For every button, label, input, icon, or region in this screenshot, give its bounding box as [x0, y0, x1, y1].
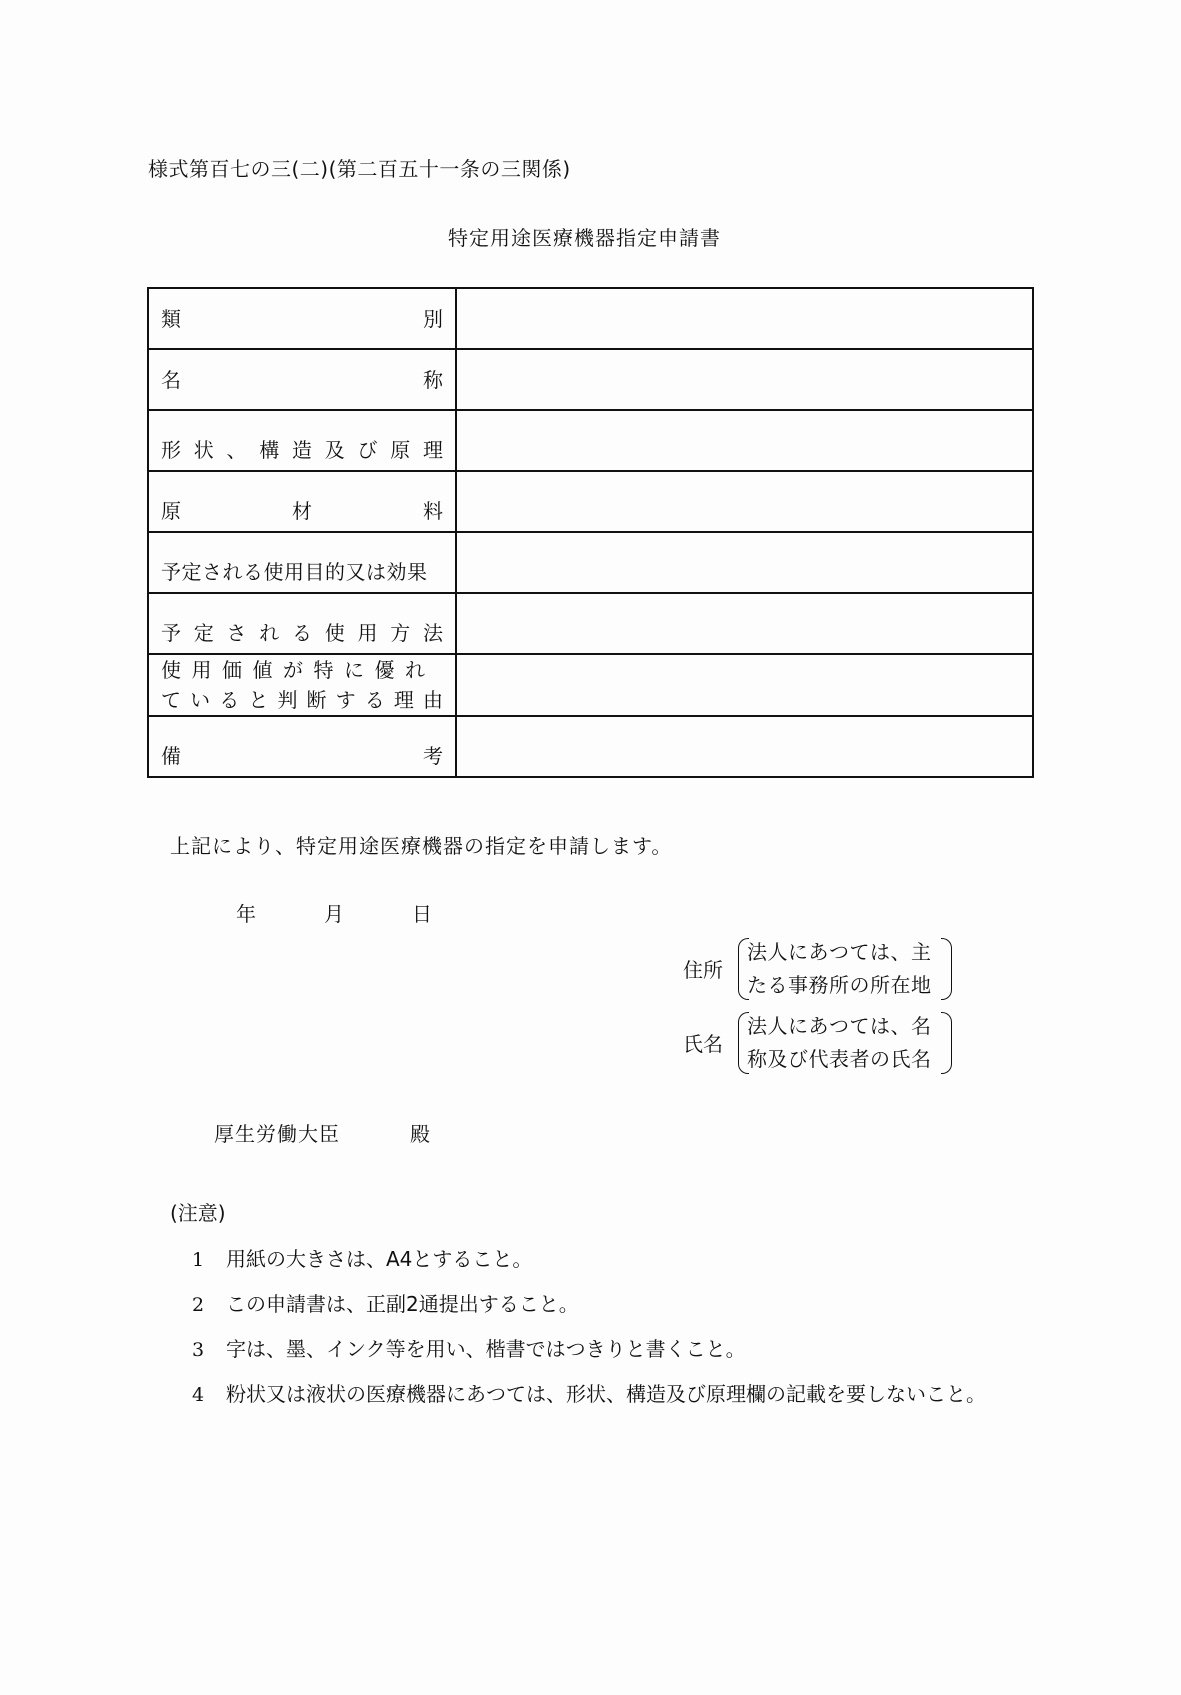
- label-char: が: [283, 658, 303, 682]
- label-char: 考: [423, 743, 443, 768]
- label-char: び: [357, 437, 378, 462]
- table-row: [148, 349, 1033, 410]
- right-paren-icon: [941, 1012, 952, 1074]
- value-name[interactable]: [456, 349, 1033, 410]
- table-row: [148, 410, 1033, 471]
- label-char: 、: [226, 437, 247, 462]
- note-number: 1: [192, 1249, 205, 1271]
- label-char: 材: [292, 498, 312, 523]
- value-superiority-reason[interactable]: [456, 654, 1033, 716]
- value-intended-purpose[interactable]: [456, 532, 1033, 593]
- date-day-label: 日: [412, 902, 432, 926]
- label-category: [148, 288, 456, 349]
- label-char: 造: [292, 437, 312, 462]
- label-raw-materials: [148, 471, 456, 532]
- label-char: 称: [423, 367, 443, 392]
- label-char: 理: [423, 437, 443, 462]
- note-text: 粉状又は液状の医療機器にあつては、形状、構造及び原理欄の記載を要しないこと。: [226, 1382, 986, 1406]
- label-char: れ: [259, 620, 280, 645]
- label-char: 類: [161, 306, 181, 331]
- label-char: る: [364, 688, 385, 712]
- label-char: 予: [161, 620, 181, 645]
- note-item: [192, 1288, 579, 1317]
- application-table: [147, 287, 1034, 778]
- label-char: る: [292, 620, 312, 645]
- label-name: [148, 349, 456, 410]
- address-note: [738, 936, 952, 1000]
- label-char: 由: [422, 688, 443, 712]
- address-note-line1: 法人にあつては、主: [747, 940, 932, 964]
- note-item: [192, 1378, 986, 1407]
- value-intended-usage[interactable]: [456, 593, 1033, 654]
- name-note-line1: 法人にあつては、名: [747, 1014, 932, 1038]
- note-item: [192, 1333, 746, 1362]
- date-year-label: 年: [236, 902, 256, 926]
- label-char: 価: [222, 658, 242, 682]
- table-row: [148, 532, 1033, 593]
- label-char: 判: [277, 688, 298, 712]
- right-paren-icon: [941, 938, 952, 1000]
- name-label: 氏名: [683, 1032, 723, 1056]
- note-number: 4: [192, 1384, 205, 1406]
- label-intended-purpose: [148, 532, 456, 593]
- value-shape-structure-principle[interactable]: [456, 410, 1033, 471]
- label-char: 及: [324, 437, 345, 462]
- label-char: 原: [161, 498, 181, 523]
- table-row: [148, 593, 1033, 654]
- label-char: 構: [259, 437, 280, 462]
- note-number: 2: [192, 1294, 205, 1316]
- table-row: [148, 471, 1033, 532]
- addressee-name: 厚生労働大臣: [214, 1122, 340, 1146]
- note-text: 用紙の大きさは、A4とすること。: [226, 1247, 533, 1271]
- label-intended-usage: [148, 593, 456, 654]
- label-char: 用: [191, 658, 212, 682]
- label-char: 別: [423, 306, 443, 331]
- label-char: と: [248, 688, 269, 712]
- label-char: 状: [193, 437, 214, 462]
- label-char: て: [161, 688, 181, 712]
- label-char: 優: [374, 658, 395, 682]
- label-char: 特: [313, 658, 334, 682]
- label-text: 予定される使用目的又は効果: [161, 559, 428, 584]
- label-char: 名: [161, 367, 181, 392]
- label-char: 用: [357, 620, 378, 645]
- label-remarks: [148, 716, 456, 777]
- table-row: [148, 288, 1033, 349]
- notes-heading: (注意): [170, 1201, 226, 1225]
- address-note-line2: たる事務所の所在地: [747, 973, 932, 997]
- name-note-line2: 称及び代表者の氏名: [747, 1047, 932, 1071]
- application-statement: 上記により、特定用途医療機器の指定を申請します。: [170, 834, 673, 858]
- label-char: 断: [306, 688, 327, 712]
- label-char: す: [335, 688, 356, 712]
- label-shape-structure-principle: [148, 410, 456, 471]
- form-number: 様式第百七の三(二)(第二百五十一条の三関係): [148, 157, 571, 181]
- label-char: 値: [252, 658, 273, 682]
- note-text: この申請書は、正副2通提出すること。: [226, 1292, 579, 1316]
- label-char: 使: [324, 620, 345, 645]
- name-note: [738, 1010, 952, 1074]
- label-char: 形: [161, 437, 181, 462]
- label-char: さ: [226, 620, 247, 645]
- note-number: 3: [192, 1339, 205, 1361]
- value-raw-materials[interactable]: [456, 471, 1033, 532]
- label-char: 原: [390, 437, 411, 462]
- value-remarks[interactable]: [456, 716, 1033, 777]
- value-category[interactable]: [456, 288, 1033, 349]
- address-label: 住所: [683, 958, 723, 982]
- label-char: 料: [423, 498, 443, 523]
- label-char: 法: [423, 620, 443, 645]
- label-char: 備: [161, 743, 181, 768]
- table-row: [148, 716, 1033, 777]
- label-char: る: [219, 688, 240, 712]
- addressee-honorific: 殿: [410, 1122, 430, 1146]
- label-char: 方: [390, 620, 411, 645]
- date-month-label: 月: [324, 902, 344, 926]
- label-char: い: [190, 688, 211, 712]
- document-title: 特定用途医療機器指定申請書: [448, 226, 721, 250]
- note-text: 字は、墨、インク等を用い、楷書ではつきりと書くこと。: [226, 1337, 746, 1361]
- label-char: 使: [161, 658, 181, 682]
- label-char: れ: [405, 658, 425, 682]
- label-char: に: [344, 658, 364, 682]
- label-char: 理: [393, 688, 414, 712]
- note-item: [192, 1243, 532, 1272]
- table-row: [148, 654, 1033, 716]
- label-superiority-reason: [148, 654, 456, 716]
- label-char: 定: [193, 620, 214, 645]
